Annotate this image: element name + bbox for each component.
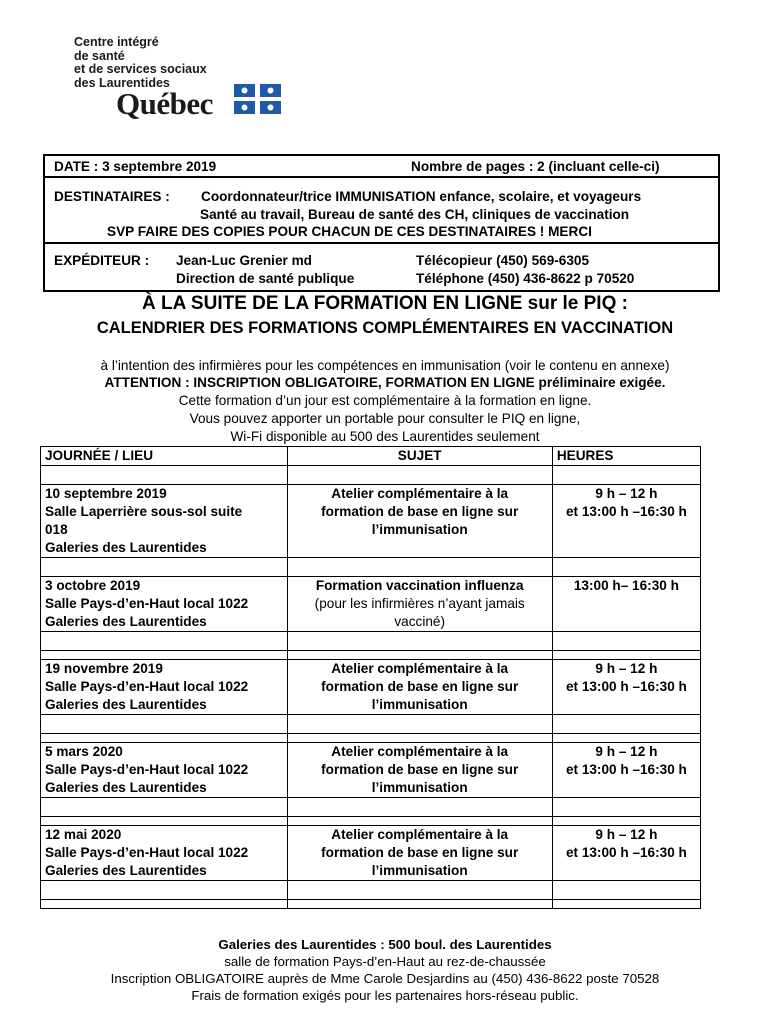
spacer-row xyxy=(41,900,701,909)
session-subject-cell xyxy=(287,826,552,881)
hours-line: 9 h – 12 h xyxy=(595,744,658,759)
table-header-row xyxy=(41,447,701,466)
spacer-row xyxy=(41,734,701,743)
session-subject-cell xyxy=(287,485,552,558)
empty-cell xyxy=(552,466,700,485)
sender-label: EXPÉDITEUR : xyxy=(54,253,150,268)
empty-cell xyxy=(552,632,700,651)
fax-number: Télécopieur (450) 569-6305 xyxy=(416,253,590,268)
session-hours-cell xyxy=(552,743,700,798)
location-line: Salle Pays-d’en-Haut local 1022 xyxy=(45,762,249,777)
spacer-row xyxy=(41,798,701,817)
location-line: Salle Laperrière sous-sol suite xyxy=(45,504,243,519)
session-subject-cell xyxy=(287,743,552,798)
empty-cell xyxy=(287,798,552,817)
empty-cell xyxy=(287,734,552,743)
empty-cell xyxy=(41,466,288,485)
location-line: 5 mars 2020 xyxy=(45,744,123,759)
subject-line: formation de base en ligne sur xyxy=(321,504,519,519)
table-row xyxy=(41,660,701,715)
session-hours-cell xyxy=(552,660,700,715)
sender-department: Direction de santé publique xyxy=(176,271,355,286)
subject-line: formation de base en ligne sur xyxy=(321,679,519,694)
recipients-line: Santé au travail, Bureau de santé des CH, cliniques de vaccination xyxy=(200,207,630,222)
table-row xyxy=(41,577,701,632)
quebec-flag-icon xyxy=(234,84,281,114)
location-line: 018 xyxy=(45,522,68,537)
logo-org-line: des Laurentides xyxy=(74,75,170,90)
empty-cell xyxy=(41,798,288,817)
session-subject-cell xyxy=(287,660,552,715)
sender-name: Jean-Luc Grenier md xyxy=(176,253,312,268)
logo-org-line: et de services sociaux xyxy=(74,62,207,76)
recipients-line: Coordonnateur/trice IMMUNISATION enfance, scolaire, et voyageurs xyxy=(201,189,642,204)
empty-cell xyxy=(552,651,700,660)
column-header: HEURES xyxy=(552,447,700,466)
session-location-cell xyxy=(41,660,288,715)
footer-registration: Inscription OBLIGATOIRE auprès de Mme Carole Desjardins au (450) 436-8622 poste 70528 xyxy=(110,971,660,986)
subject-line: Atelier complémentaire à la xyxy=(331,661,509,676)
hours-line: 9 h – 12 h xyxy=(595,486,658,501)
logo-org-line: Centre intégré xyxy=(74,35,159,49)
session-location-cell xyxy=(41,485,288,558)
empty-cell xyxy=(287,632,552,651)
hours-line: et 13:00 h –16:30 h xyxy=(565,845,687,860)
subject-line: Atelier complémentaire à la xyxy=(331,744,509,759)
location-line: Salle Pays-d’en-Haut local 1022 xyxy=(45,679,249,694)
location-line: Salle Pays-d’en-Haut local 1022 xyxy=(45,845,249,860)
subject-line: formation de base en ligne sur xyxy=(321,845,519,860)
hours-line: 13:00 h– 16:30 h xyxy=(573,578,679,593)
phone-number: Téléphone (450) 436-8622 p 70520 xyxy=(416,271,635,286)
empty-cell xyxy=(287,900,552,909)
empty-cell xyxy=(552,817,700,826)
session-hours-cell xyxy=(552,485,700,558)
empty-cell xyxy=(41,632,288,651)
hours-line: 9 h – 12 h xyxy=(595,827,658,842)
empty-cell xyxy=(287,881,552,900)
location-line: Galeries des Laurentides xyxy=(45,540,207,555)
empty-cell xyxy=(552,558,700,577)
page-count-text: Nombre de pages : 2 (incluant celle-ci) xyxy=(411,159,660,174)
divider xyxy=(45,242,718,244)
footer-line: salle de formation Pays-d’en-Haut au rez-de-chaussée xyxy=(224,954,546,969)
divider xyxy=(45,176,718,178)
copies-request: SVP FAIRE DES COPIES POUR CHACUN DE CES DESTINATAIRES ! MERCI xyxy=(107,224,592,239)
session-subject-cell xyxy=(287,577,552,632)
location-line: Salle Pays-d’en-Haut local 1022 xyxy=(45,596,249,611)
hours-line: et 13:00 h –16:30 h xyxy=(565,679,687,694)
location-line: 3 octobre 2019 xyxy=(45,578,141,593)
empty-cell xyxy=(41,734,288,743)
hours-line: 9 h – 12 h xyxy=(595,661,658,676)
empty-cell xyxy=(41,558,288,577)
logo-quebec-wordmark: Québec xyxy=(116,86,213,121)
empty-cell xyxy=(552,715,700,734)
empty-cell xyxy=(552,900,700,909)
subject-line: l’immunisation xyxy=(371,863,468,878)
session-hours-cell xyxy=(552,577,700,632)
page-subtitle: CALENDRIER DES FORMATIONS COMPLÉMENTAIRES EN VACCINATION xyxy=(96,319,674,337)
recipients-label: DESTINATAIRES : xyxy=(54,189,170,204)
empty-cell xyxy=(41,817,288,826)
table-row xyxy=(41,485,701,558)
column-header: JOURNÉE / LIEU xyxy=(41,447,288,466)
subject-line: l’immunisation xyxy=(371,522,468,537)
hours-line: et 13:00 h –16:30 h xyxy=(565,762,687,777)
spacer-row xyxy=(41,466,701,485)
location-line: 12 mai 2020 xyxy=(45,827,122,842)
cisss-logo xyxy=(74,35,213,121)
empty-cell xyxy=(287,817,552,826)
intro-line: Vous pouvez apporter un portable pour consulter le PIQ en ligne, xyxy=(189,411,581,426)
location-line: Galeries des Laurentides xyxy=(45,614,207,629)
header-box xyxy=(43,154,720,292)
location-line: 19 novembre 2019 xyxy=(45,661,163,676)
subject-line: Formation vaccination influenza xyxy=(315,578,524,593)
session-hours-cell xyxy=(552,826,700,881)
empty-cell xyxy=(552,734,700,743)
page-title: À LA SUITE DE LA FORMATION EN LIGNE sur le PIQ : xyxy=(142,293,628,314)
empty-cell xyxy=(287,715,552,734)
intro-line: Cette formation d’un jour est complémentaire à la formation en ligne. xyxy=(178,393,592,408)
session-location-cell xyxy=(41,577,288,632)
empty-cell xyxy=(287,558,552,577)
empty-cell xyxy=(287,651,552,660)
date-text: DATE : 3 septembre 2019 xyxy=(54,159,217,174)
empty-cell xyxy=(287,466,552,485)
intro-line: Wi-Fi disponible au 500 des Laurentides seulement xyxy=(230,429,540,444)
empty-cell xyxy=(41,900,288,909)
logo-org-line: de santé xyxy=(74,48,125,63)
footer-line: Frais de formation exigés pour les partenaires hors-réseau public. xyxy=(191,988,579,1003)
session-location-cell xyxy=(41,826,288,881)
subject-line: l’immunisation xyxy=(371,780,468,795)
subject-note-line: vacciné) xyxy=(394,614,445,629)
intro-line: à l’intention des infirmières pour les compétences en immunisation (voir le contenu en annexe) xyxy=(100,358,670,373)
schedule-table xyxy=(40,446,701,909)
table-row xyxy=(41,743,701,798)
spacer-row xyxy=(41,651,701,660)
location-line: Galeries des Laurentides xyxy=(45,863,207,878)
subject-line: Atelier complémentaire à la xyxy=(331,486,509,501)
spacer-row xyxy=(41,715,701,734)
empty-cell xyxy=(41,651,288,660)
subject-line: l’immunisation xyxy=(371,697,468,712)
hours-line: et 13:00 h –16:30 h xyxy=(565,504,687,519)
attention-notice: ATTENTION : INSCRIPTION OBLIGATOIRE, FORMATION EN LIGNE préliminaire exigée. xyxy=(104,375,666,390)
spacer-row xyxy=(41,817,701,826)
empty-cell xyxy=(41,715,288,734)
session-location-cell xyxy=(41,743,288,798)
footer-address: Galeries des Laurentides : 500 boul. des Laurentides xyxy=(218,937,552,952)
subject-note-line: (pour les infirmières n’ayant jamais xyxy=(314,596,525,611)
empty-cell xyxy=(552,798,700,817)
subject-line: Atelier complémentaire à la xyxy=(331,827,509,842)
location-line: Galeries des Laurentides xyxy=(45,697,207,712)
spacer-row xyxy=(41,632,701,651)
table-row xyxy=(41,826,701,881)
empty-cell xyxy=(41,881,288,900)
location-line: 10 septembre 2019 xyxy=(45,486,167,501)
empty-cell xyxy=(552,881,700,900)
spacer-row xyxy=(41,881,701,900)
location-line: Galeries des Laurentides xyxy=(45,780,207,795)
spacer-row xyxy=(41,558,701,577)
column-header: SUJET xyxy=(287,447,552,466)
subject-line: formation de base en ligne sur xyxy=(321,762,519,777)
